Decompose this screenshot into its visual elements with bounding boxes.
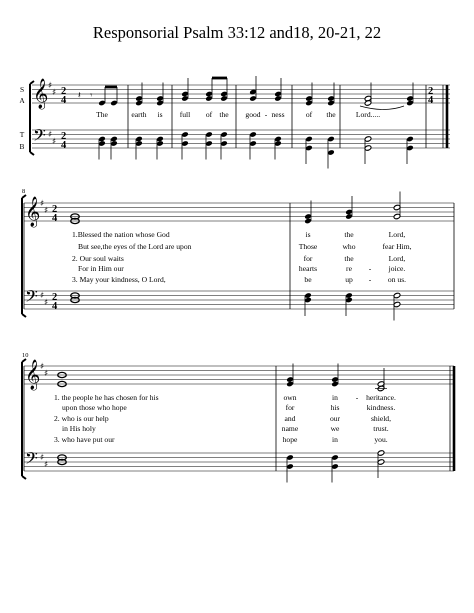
verse-line: 2. Our soul waits — [72, 254, 124, 263]
key-sharp-c-bass-icon: ♯ — [44, 460, 49, 470]
time-sig-bass-top: 2 — [52, 292, 58, 303]
time-sig-bass-bottom: 4 — [52, 301, 58, 312]
time-sig-end-bottom: 4 — [428, 95, 434, 106]
verse-word: re — [346, 264, 352, 273]
treble-staff — [24, 203, 454, 221]
verse-word: be — [304, 275, 312, 284]
verse-line: in His holy — [62, 424, 96, 433]
verse-word: hearts — [298, 264, 318, 273]
lyric: is — [157, 110, 163, 119]
treble-staff — [32, 85, 450, 103]
bass-clef-icon: 𝄢 — [25, 448, 38, 472]
measure-number-8: 8 — [22, 188, 26, 195]
key-sharp-f-icon: ♯ — [40, 199, 45, 209]
verse-word: you. — [374, 435, 388, 444]
verse-word: fear Him, — [382, 242, 412, 251]
verse-word: joice. — [388, 264, 406, 273]
voice-label-a: A — [19, 96, 25, 105]
lyric: Lord..... — [355, 110, 381, 119]
note-beam — [105, 86, 117, 89]
system-1-notes — [98, 76, 414, 169]
verse-line: upon those who hope — [62, 403, 127, 412]
verse-block-2 — [72, 230, 412, 284]
note-beam — [212, 77, 227, 80]
bass-staff — [32, 130, 450, 148]
treble-clef-icon: 𝄞 — [25, 360, 41, 390]
lyric: earth — [131, 110, 147, 119]
lyric: the — [326, 110, 336, 119]
verse-word: trust. — [373, 424, 389, 433]
verse-word: who — [342, 242, 356, 251]
verse-word: Lord, — [388, 230, 406, 239]
score-title: Responsorial Psalm 33:12 and18, 20-21, 22 — [92, 23, 382, 42]
verse-hyphen: - — [368, 275, 372, 284]
bass-staff — [24, 453, 454, 471]
system-1 — [19, 76, 450, 169]
key-sharp-c-icon: ♯ — [44, 206, 49, 216]
verse-block-3 — [54, 393, 396, 444]
bass-clef-icon: 𝄢 — [25, 286, 38, 310]
verse-word: the — [344, 230, 354, 239]
time-sig-end-top: 2 — [428, 86, 434, 97]
verse-word: is — [305, 230, 311, 239]
verse-word: the — [344, 254, 354, 263]
verse-line: 3. who have put our — [54, 435, 115, 444]
verse-line: But see,the eyes of the Lord are upon — [78, 242, 192, 251]
quarter-rest-icon: 𝄽 — [78, 91, 81, 101]
system-3 — [22, 352, 454, 483]
time-sig-top: 2 — [61, 86, 67, 97]
lyric: ness — [271, 110, 285, 119]
time-sig-bass-top: 2 — [61, 131, 67, 142]
verse-word: his — [330, 403, 340, 412]
voice-label-b: B — [19, 142, 25, 151]
verse-word: own — [283, 393, 297, 402]
lyric: of — [205, 110, 213, 119]
key-sharp-f-bass-icon: ♯ — [48, 130, 53, 140]
time-sig-top: 2 — [52, 204, 58, 215]
key-sharp-f-icon: ♯ — [40, 362, 45, 372]
lyric: the — [219, 110, 229, 119]
voice-label-s: S — [19, 85, 25, 94]
key-sharp-f-icon: ♯ — [48, 81, 53, 91]
verse-word: up — [345, 275, 353, 284]
key-sharp-f-bass-icon: ♯ — [40, 453, 45, 463]
verse-word: we — [330, 424, 340, 433]
verse-word: hope — [282, 435, 298, 444]
verse-word: on us. — [387, 275, 407, 284]
eighth-rest-icon: 𝄾 — [90, 91, 93, 101]
verse-word: Lord, — [388, 254, 406, 263]
treble-staff — [24, 366, 454, 384]
verse-word: in — [332, 435, 338, 444]
verse-word: Those — [298, 242, 318, 251]
treble-clef-icon: 𝄞 — [25, 197, 41, 227]
verse-word: heritance. — [366, 393, 396, 402]
lyric: The — [96, 110, 108, 119]
lyric: good — [245, 110, 261, 119]
key-sharp-c-bass-icon: ♯ — [52, 137, 57, 147]
verse-word: for — [285, 403, 295, 412]
verse-hyphen: - — [368, 264, 372, 273]
verse-hyphen: - — [355, 393, 359, 402]
system-2 — [22, 188, 454, 321]
verse-word: our — [329, 414, 341, 423]
treble-clef-icon: 𝄞 — [33, 79, 49, 109]
key-sharp-c-icon: ♯ — [44, 369, 49, 379]
tie — [360, 106, 404, 110]
key-sharp-c-icon: ♯ — [52, 88, 57, 98]
verse-word: kindness. — [366, 403, 396, 412]
time-sig-bottom: 4 — [52, 213, 58, 224]
bass-clef-icon: 𝄢 — [33, 125, 46, 149]
verse-word: shield, — [370, 414, 392, 423]
verse-line: For in Him our — [78, 264, 124, 273]
lyric: full — [179, 110, 191, 119]
lyric: - — [264, 110, 268, 119]
system-3-notes — [58, 364, 387, 483]
verse-line: 1. the people he has chosen for his — [54, 393, 159, 402]
lyric: of — [305, 110, 313, 119]
refrain-lyrics — [96, 110, 380, 119]
system-1-barlines — [128, 85, 447, 148]
time-sig-bottom: 4 — [61, 95, 67, 106]
verse-word: and — [284, 414, 296, 423]
verse-word: in — [332, 393, 338, 402]
verse-word: for — [303, 254, 313, 263]
verse-line: 1.Blessed the nation whose God — [72, 230, 170, 239]
bass-staff — [24, 291, 454, 309]
verse-word: name — [281, 424, 299, 433]
measure-number-10: 10 — [22, 352, 29, 359]
key-sharp-c-bass-icon: ♯ — [44, 298, 49, 308]
key-sharp-f-bass-icon: ♯ — [40, 291, 45, 301]
verse-line: 3. May your kindness, O Lord, — [72, 275, 166, 284]
verse-line: 2. who is our help — [54, 414, 109, 423]
voice-label-t: T — [19, 130, 25, 139]
time-sig-bass-bottom: 4 — [61, 140, 67, 151]
